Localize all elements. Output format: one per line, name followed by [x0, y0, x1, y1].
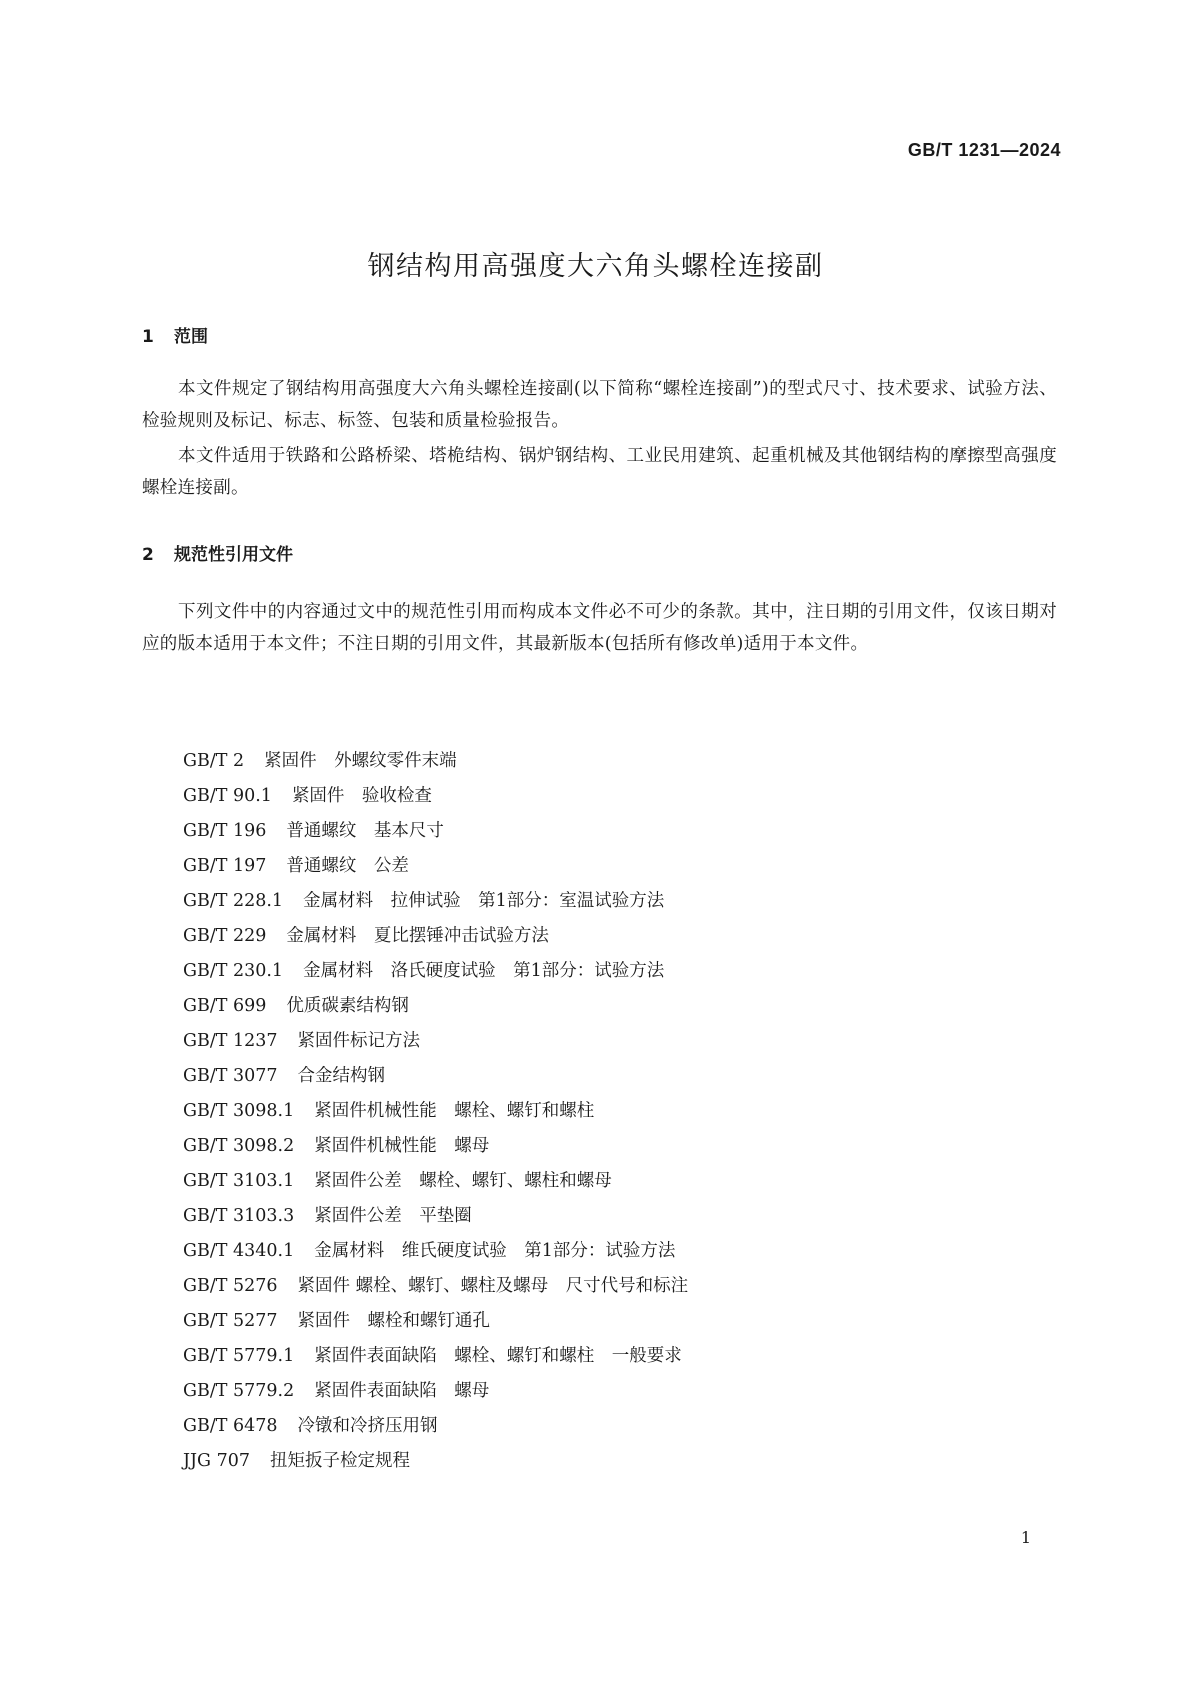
reference-title: 紧固件表面缺陷 螺母 — [314, 1381, 490, 1401]
reference-title: 紧固件表面缺陷 螺栓、螺钉和螺柱 一般要求 — [314, 1346, 682, 1366]
reference-code: GB/T 5779.1 — [183, 1346, 295, 1366]
reference-code: GB/T 229 — [183, 926, 267, 946]
reference-item — [183, 954, 688, 989]
reference-code: GB/T 3098.1 — [183, 1101, 295, 1121]
reference-item — [183, 1059, 688, 1094]
reference-item — [183, 1444, 688, 1479]
reference-code: GB/T 5276 — [183, 1276, 278, 1296]
reference-item — [183, 884, 688, 919]
scope-paragraph-2: 本文件适用于铁路和公路桥梁、塔桅结构、锅炉钢结构、工业民用建筑、起重机械及其他钢结构的摩擦型高强度螺栓连接副。 — [142, 446, 1057, 498]
reference-code: GB/T 5277 — [183, 1311, 278, 1331]
reference-code: GB/T 3077 — [183, 1066, 278, 1086]
reference-item — [183, 1269, 688, 1304]
reference-item — [183, 1094, 688, 1129]
reference-item — [183, 919, 688, 954]
reference-item — [183, 744, 688, 779]
reference-title: 金属材料 维氏硬度试验 第1部分：试验方法 — [314, 1241, 676, 1261]
reference-title: 普通螺纹 基本尺寸 — [286, 821, 444, 841]
reference-code: GB/T 197 — [183, 856, 267, 876]
reference-title: 紧固件公差 平垫圈 — [314, 1206, 472, 1226]
reference-item — [183, 1339, 688, 1374]
reference-code: GB/T 228.1 — [183, 891, 284, 911]
reference-code: GB/T 3098.2 — [183, 1136, 295, 1156]
reference-code: GB/T 90.1 — [183, 786, 272, 806]
section-title: 规范性引用文件 — [174, 545, 293, 565]
reference-code: GB/T 5779.2 — [183, 1381, 295, 1401]
reference-item — [183, 1199, 688, 1234]
document-title: 钢结构用高强度大六角头螺栓连接副 — [367, 251, 824, 282]
reference-item — [183, 1304, 688, 1339]
reference-title: 紧固件 螺栓、螺钉、螺柱及螺母 尺寸代号和标注 — [297, 1276, 689, 1296]
section-heading-normative-references — [142, 540, 293, 565]
references-intro-paragraph: 下列文件中的内容通过文中的规范性引用而构成本文件必不可少的条款。其中，注日期的引用文件，仅该日期对应的版本适用于本文件；不注日期的引用文件，其最新版本(包括所有修改单)适用于本文件。 — [142, 602, 1057, 654]
reference-title: 紧固件标记方法 — [297, 1031, 421, 1051]
section-heading-scope — [142, 322, 208, 347]
reference-title: 紧固件机械性能 螺栓、螺钉和螺柱 — [314, 1101, 595, 1121]
reference-title: 合金结构钢 — [297, 1066, 386, 1086]
reference-title: 紧固件 螺栓和螺钉通孔 — [297, 1311, 491, 1331]
reference-code: GB/T 2 — [183, 751, 245, 771]
reference-list — [183, 744, 688, 1479]
reference-item — [183, 779, 688, 814]
reference-code: GB/T 1237 — [183, 1031, 278, 1051]
reference-code: GB/T 3103.3 — [183, 1206, 295, 1226]
reference-title: 紧固件公差 螺栓、螺钉、螺柱和螺母 — [314, 1171, 612, 1191]
reference-item — [183, 1129, 688, 1164]
reference-title: 紧固件 验收检查 — [291, 786, 432, 806]
reference-code: GB/T 196 — [183, 821, 267, 841]
reference-item — [183, 1409, 688, 1444]
reference-code: GB/T 6478 — [183, 1416, 278, 1436]
reference-code: GB/T 230.1 — [183, 961, 284, 981]
reference-item — [183, 1234, 688, 1269]
standard-number: GB/T 1231—2024 — [907, 140, 1061, 160]
reference-item — [183, 849, 688, 884]
reference-title: 普通螺纹 公差 — [286, 856, 409, 876]
reference-code: GB/T 699 — [183, 996, 267, 1016]
reference-item — [183, 814, 688, 849]
section-number: 1 — [142, 327, 154, 347]
reference-item — [183, 1374, 688, 1409]
reference-title: 紧固件机械性能 螺母 — [314, 1136, 490, 1156]
section-title: 范围 — [174, 327, 208, 347]
reference-item — [183, 1024, 688, 1059]
section-number: 2 — [142, 545, 154, 565]
reference-item — [183, 1164, 688, 1199]
page-number: 1 — [1020, 1528, 1031, 1547]
reference-title: 扭矩扳子检定规程 — [269, 1451, 410, 1471]
scope-paragraph-1: 本文件规定了钢结构用高强度大六角头螺栓连接副(以下简称“螺栓连接副”)的型式尺寸、技术要求、试验方法、检验规则及标记、标志、标签、包装和质量检验报告。 — [142, 379, 1057, 431]
reference-code: JJG 707 — [183, 1451, 250, 1471]
reference-code: GB/T 3103.1 — [183, 1171, 295, 1191]
reference-title: 优质碳素结构钢 — [286, 996, 409, 1016]
reference-title: 紧固件 外螺纹零件末端 — [264, 751, 457, 771]
reference-title: 金属材料 洛氏硬度试验 第1部分：试验方法 — [303, 961, 665, 981]
reference-title: 金属材料 夏比摆锤冲击试验方法 — [286, 926, 549, 946]
reference-code: GB/T 4340.1 — [183, 1241, 295, 1261]
reference-title: 冷镦和冷挤压用钢 — [297, 1416, 438, 1436]
reference-item — [183, 989, 688, 1024]
reference-title: 金属材料 拉伸试验 第1部分：室温试验方法 — [303, 891, 665, 911]
